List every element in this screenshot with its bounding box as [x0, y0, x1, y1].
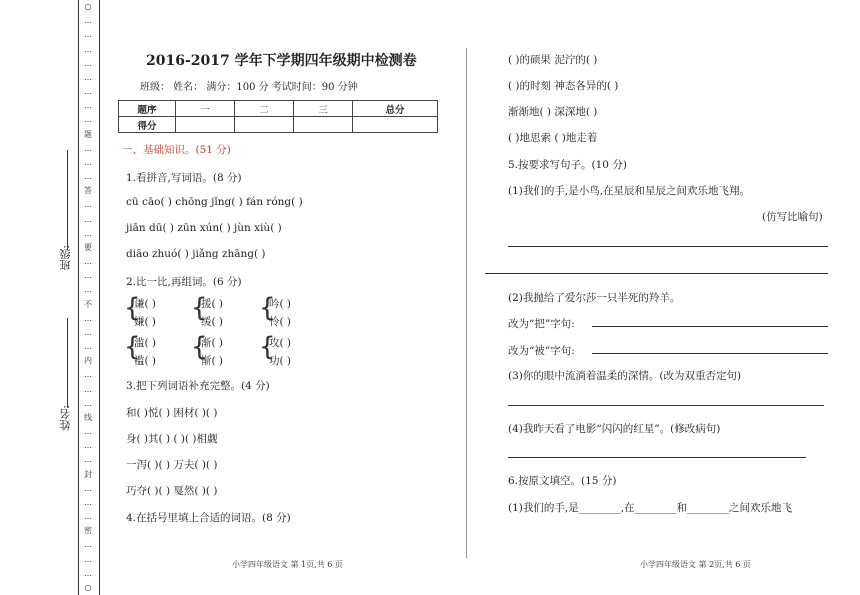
class-label: 班级:	[59, 245, 72, 271]
brace-icon: {	[191, 332, 208, 362]
q2-item: 渐( )	[201, 337, 224, 349]
binding-char: …	[84, 342, 92, 351]
brace-icon: {	[124, 293, 141, 323]
q3-row: 巧夺( )( ) 戛然( )( )	[126, 485, 218, 497]
score-header-cell: 三	[294, 101, 353, 117]
binding-char: 要	[84, 242, 92, 252]
brace-icon: {	[259, 332, 276, 362]
binding-text	[80, 0, 96, 595]
q2-item: 缓( )	[201, 316, 224, 328]
binding-char: 内	[84, 356, 92, 366]
page-title: 2016-2017 学年下学期四年级期中检测卷	[146, 53, 417, 69]
binding-char: …	[84, 101, 92, 111]
binding-char: …	[84, 497, 92, 507]
q2-item: 滥( )	[134, 337, 157, 349]
score-header-cell: 一	[176, 101, 235, 117]
binding-char: …	[84, 483, 92, 493]
q6-1: (1)我们的手,是________,在________和________之间欢乐地飞	[508, 502, 793, 514]
binding-char: …	[84, 115, 92, 125]
score-header-cell: 总分	[353, 101, 438, 117]
q5-2b-label: 改为“被”字句:	[508, 345, 575, 357]
binding-char: …	[84, 512, 92, 521]
score-header-cell: 二	[235, 101, 294, 117]
binding-char: …	[84, 16, 92, 26]
q4-row: ( )的时刻 神态各异的( )	[508, 80, 619, 92]
question-2: 2.比一比,再组词。(6 分)	[126, 276, 242, 288]
q4-row: 渐渐地( ) 深深地( )	[508, 106, 598, 118]
q2-item: 怜( )	[269, 316, 292, 328]
binding-char: …	[84, 271, 92, 281]
q2-item: 惭( )	[201, 355, 224, 367]
binding-char: …	[84, 30, 92, 40]
question-6: 6.按原文填空。(15 分)	[508, 475, 617, 487]
q3-row: 一泻( )( ) 万夫( )( )	[126, 459, 218, 471]
binding-char: 题	[84, 129, 92, 139]
name-label: 姓名:	[59, 405, 72, 431]
binding-char: …	[84, 172, 92, 181]
score-table	[118, 100, 438, 133]
binding-char: ○	[84, 582, 92, 592]
binding-char: …	[84, 285, 92, 295]
page-divider	[466, 48, 467, 558]
q5-1: (1)我们的手,是小鸟,在星辰和星辰之间欢乐地飞翔。	[508, 185, 751, 197]
q3-row: 和( )悦( ) 困材( )( )	[126, 407, 218, 419]
class-line	[67, 150, 68, 250]
binding-char: …	[84, 554, 92, 564]
score-cell[interactable]	[353, 117, 438, 133]
question-4: 4.在括号里填上合适的词语。(8 分)	[126, 512, 291, 524]
answer-line[interactable]	[592, 326, 828, 327]
q2-item: 褴( )	[134, 355, 157, 367]
q3-row: 身( )其( ) ( )( )相觑	[126, 433, 218, 445]
binding-char: …	[84, 540, 92, 550]
name-line	[67, 318, 68, 408]
q4-row: ( )的硕果 泥泞的( )	[508, 54, 598, 66]
binding-char: …	[84, 313, 92, 323]
q2-item: 功( )	[269, 355, 292, 367]
binding-char: …	[84, 44, 92, 54]
binding-char: …	[84, 228, 92, 238]
brace-icon: {	[259, 293, 276, 323]
question-5: 5.按要求写句子。(10 分)	[508, 159, 627, 171]
q4-row: ( )地思索 ( )地走着	[508, 132, 598, 144]
binding-char: …	[84, 441, 92, 451]
q1-row: diāo zhuó( ) jiǎng zhāng( )	[126, 248, 266, 260]
binding-char: …	[84, 398, 92, 408]
section1-heading: 一、基础知识。(51 分)	[122, 144, 231, 156]
binding-char: …	[84, 370, 92, 380]
brace-icon: {	[191, 293, 208, 323]
q1-row: cū cāo( ) chōng jǐng( ) fán róng( )	[126, 196, 303, 208]
binding-char: …	[84, 568, 92, 578]
score-cell[interactable]	[235, 117, 294, 133]
brace-icon: {	[124, 332, 141, 362]
binding-char: …	[84, 157, 92, 167]
binding-char: 线	[84, 412, 92, 422]
binding-char: …	[84, 200, 92, 210]
binding-char: …	[84, 427, 92, 436]
footer-left: 小学四年级语文 第 1页,共 6 页	[232, 560, 343, 569]
score-cell[interactable]	[176, 117, 235, 133]
binding-char: …	[84, 384, 92, 394]
answer-line[interactable]	[508, 457, 806, 458]
binding-char: …	[84, 58, 92, 68]
answer-line[interactable]	[592, 353, 828, 354]
q2-item: 谦( )	[134, 298, 157, 310]
q5-4: (4)我昨天看了电影“闪闪的红星”。(修改病句)	[508, 423, 721, 435]
binding-char: …	[84, 72, 92, 82]
answer-line[interactable]	[508, 246, 828, 247]
q2-item: 攻( )	[269, 337, 292, 349]
binding-char: …	[84, 214, 92, 224]
score-label-cell: 得分	[119, 117, 176, 133]
question-1: 1.看拼音,写词语。(8 分)	[126, 172, 242, 184]
answer-line[interactable]	[508, 405, 824, 406]
binding-char: …	[84, 143, 92, 153]
q2-item: 嫌( )	[134, 316, 157, 328]
binding-char: …	[84, 257, 92, 266]
q2-item: 援( )	[201, 298, 224, 310]
q5-2: (2)我抛给了爱尔莎一只半死的羚羊。	[508, 292, 681, 304]
binding-char: ○	[84, 2, 92, 11]
score-header-cell: 题序	[119, 101, 176, 117]
answer-line[interactable]	[485, 273, 828, 274]
q1-row: jiān dū( ) zūn xún( ) jùn xiù( )	[126, 222, 282, 234]
q5-2a-label: 改为“把”字句:	[508, 318, 575, 330]
binding-char: 不	[84, 299, 92, 309]
binding-char: 答	[84, 186, 92, 196]
question-3: 3.把下列词语补充完整。(4 分)	[126, 380, 270, 392]
q2-item: 吟( )	[269, 298, 292, 310]
q5-3: (3)你的眼中流淌着温柔的深情。(改为双重否定句)	[508, 370, 742, 382]
q5-1-hint: (仿写比喻句)	[762, 211, 823, 223]
exam-info: 班级： 姓名： 满分：100 分 考试时间：90 分钟	[140, 82, 358, 93]
footer-right: 小学四年级语文 第 2页,共 6 页	[640, 560, 751, 569]
binding-char: …	[84, 87, 92, 96]
binding-char: …	[84, 455, 92, 465]
binding-char: 封	[84, 469, 92, 479]
score-cell[interactable]	[294, 117, 353, 133]
binding-char: …	[84, 327, 92, 337]
binding-char: 密	[84, 526, 92, 536]
